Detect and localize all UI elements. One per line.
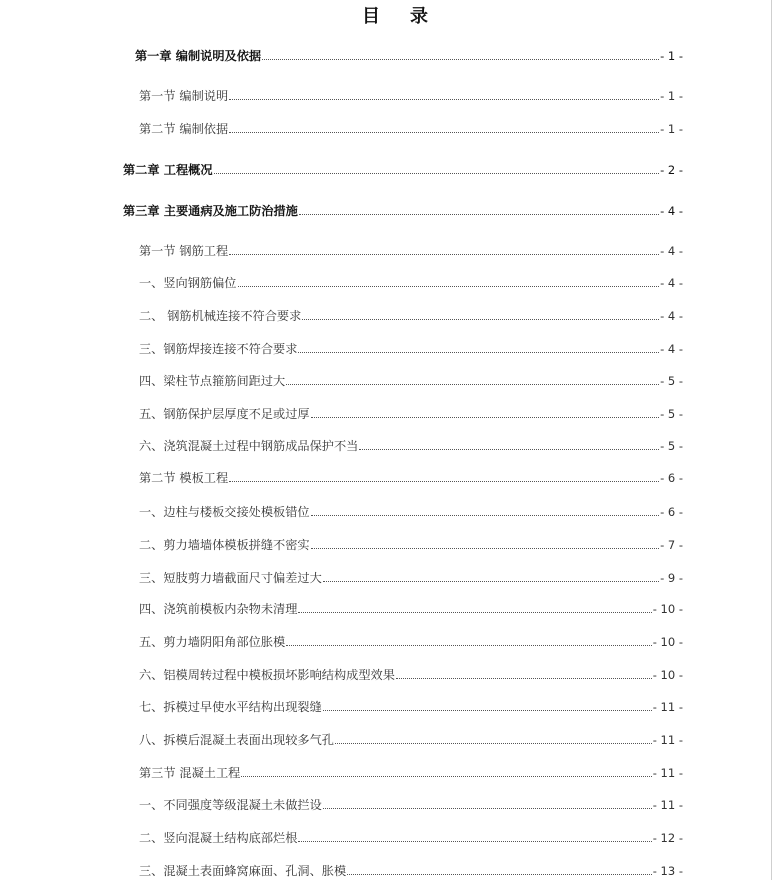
toc-section-entry[interactable]: [139, 761, 683, 781]
toc-entry-label: 一、竖向钢筋偏位: [139, 276, 237, 290]
toc-entry-label: 四、梁柱节点箍筋间距过大: [139, 374, 286, 388]
toc-dot-leader: [359, 449, 659, 450]
toc-page-number: - 10 -: [652, 668, 683, 682]
toc-dot-leader: [229, 254, 659, 255]
toc-section-entry[interactable]: [139, 402, 683, 422]
toc-dot-leader: [262, 59, 659, 60]
toc-dot-leader: [335, 743, 652, 744]
toc-page-number: - 5 -: [660, 374, 683, 388]
toc-page-number: - 11 -: [652, 700, 683, 714]
toc-entry-label: 一、不同强度等级混凝土未做拦设: [139, 798, 322, 812]
toc-dot-leader: [214, 173, 660, 174]
toc-page-number: - 10 -: [652, 602, 683, 616]
toc-section-entry[interactable]: [139, 597, 683, 617]
toc-dot-leader: [286, 645, 652, 646]
toc-page-number: - 13 -: [652, 864, 683, 878]
toc-page-number: - 4 -: [660, 276, 683, 290]
toc-section-entry[interactable]: [139, 533, 683, 553]
toc-page-number: - 11 -: [652, 798, 683, 812]
toc-entry-label: 三、短肢剪力墙截面尺寸偏差过大: [139, 571, 322, 585]
toc-entry-label: 第三章 主要通病及施工防治措施: [123, 204, 298, 218]
toc-chapter-entry[interactable]: [123, 199, 683, 219]
toc-page-number: - 4 -: [660, 309, 683, 323]
toc-section-entry[interactable]: [139, 566, 683, 586]
toc-page-number: - 1 -: [660, 49, 683, 63]
toc-entry-label: 五、剪力墙阴阳角部位胀模: [139, 635, 286, 649]
toc-entry-label: 一、边柱与楼板交接处模板错位: [139, 505, 310, 519]
toc-section-entry[interactable]: [139, 337, 683, 357]
toc-dot-leader: [241, 776, 651, 777]
toc-page-number: - 5 -: [660, 407, 683, 421]
toc-dot-leader: [229, 99, 659, 100]
toc-page-number: - 1 -: [660, 89, 683, 103]
toc-page-number: - 2 -: [660, 163, 683, 177]
toc-dot-leader: [323, 710, 652, 711]
toc-section-entry[interactable]: [139, 859, 683, 879]
toc-page-number: - 9 -: [660, 571, 683, 585]
toc-section-entry[interactable]: [139, 369, 683, 389]
toc-section-entry[interactable]: [139, 630, 683, 650]
page-right-border: [771, 0, 772, 880]
toc-entry-label: 五、钢筋保护层厚度不足或过厚: [139, 407, 310, 421]
toc-entry-label: 第一节 钢筋工程: [139, 244, 229, 258]
toc-page-number: - 11 -: [652, 766, 683, 780]
toc-dot-leader: [323, 808, 652, 809]
toc-entry-label: 第二节 模板工程: [139, 471, 229, 485]
toc-dot-leader: [302, 319, 659, 320]
toc-entry-label: 第二章 工程概况: [123, 163, 213, 177]
toc-page-number: - 5 -: [660, 439, 683, 453]
toc-entry-label: 二、 钢筋机械连接不符合要求: [139, 309, 302, 323]
toc-entry-label: 四、浇筑前模板内杂物未清理: [139, 602, 298, 616]
toc-section-entry[interactable]: [139, 663, 683, 683]
toc-page-number: - 12 -: [652, 831, 683, 845]
toc-entry-label: 六、铝模周转过程中模板损坏影响结构成型效果: [139, 668, 395, 682]
toc-section-entry[interactable]: [139, 117, 683, 137]
toc-page-number: - 4 -: [660, 342, 683, 356]
toc-page-number: - 7 -: [660, 538, 683, 552]
toc-entry-label: 二、竖向混凝土结构底部烂根: [139, 831, 298, 845]
toc-section-entry[interactable]: [139, 793, 683, 813]
toc-entry-label: 二、剪力墙墙体模板拼缝不密实: [139, 538, 310, 552]
toc-page-number: - 6 -: [660, 505, 683, 519]
toc-page-number: - 4 -: [660, 204, 683, 218]
toc-dot-leader: [347, 874, 652, 875]
toc-title: 目录: [362, 6, 458, 27]
toc-section-entry[interactable]: [139, 728, 683, 748]
toc-dot-leader: [298, 352, 659, 353]
toc-dot-leader: [238, 286, 660, 287]
toc-chapter-entry[interactable]: [135, 44, 683, 64]
toc-chapter-entry[interactable]: [123, 158, 683, 178]
toc-entry-label: 八、拆模后混凝土表面出现较多气孔: [139, 733, 334, 747]
toc-page-number: - 11 -: [652, 733, 683, 747]
toc-entry-label: 第三节 混凝土工程: [139, 766, 241, 780]
toc-page-number: - 4 -: [660, 244, 683, 258]
toc-entry-label: 第一章 编制说明及依据: [135, 49, 262, 63]
toc-dot-leader: [311, 515, 659, 516]
toc-section-entry[interactable]: [139, 500, 683, 520]
toc-section-entry[interactable]: [139, 271, 683, 291]
toc-entry-label: 第一节 编制说明: [139, 89, 229, 103]
toc-section-entry[interactable]: [139, 826, 683, 846]
toc-entry-label: 三、钢筋焊接连接不符合要求: [139, 342, 298, 356]
toc-page-number: - 6 -: [660, 471, 683, 485]
toc-page-number: - 10 -: [652, 635, 683, 649]
toc-section-entry[interactable]: [139, 304, 683, 324]
toc-dot-leader: [286, 384, 659, 385]
toc-section-entry[interactable]: [139, 434, 683, 454]
toc-entry-label: 六、浇筑混凝土过程中钢筋成品保护不当: [139, 439, 359, 453]
toc-dot-leader: [323, 581, 659, 582]
toc-dot-leader: [298, 612, 651, 613]
toc-dot-leader: [311, 417, 659, 418]
toc-dot-leader: [396, 678, 652, 679]
toc-dot-leader: [311, 548, 659, 549]
toc-dot-leader: [299, 214, 659, 215]
toc-section-entry[interactable]: [139, 695, 683, 715]
toc-entry-label: 三、混凝土表面蜂窝麻面、孔洞、胀模: [139, 864, 347, 878]
toc-section-entry[interactable]: [139, 84, 683, 104]
toc-entry-label: 七、拆模过早使水平结构出现裂缝: [139, 700, 322, 714]
toc-dot-leader: [229, 132, 659, 133]
toc-entry-label: 第二节 编制依据: [139, 122, 229, 136]
toc-section-entry[interactable]: [139, 466, 683, 486]
toc-dot-leader: [298, 841, 651, 842]
toc-section-entry[interactable]: [139, 239, 683, 259]
toc-dot-leader: [229, 481, 659, 482]
toc-page-number: - 1 -: [660, 122, 683, 136]
